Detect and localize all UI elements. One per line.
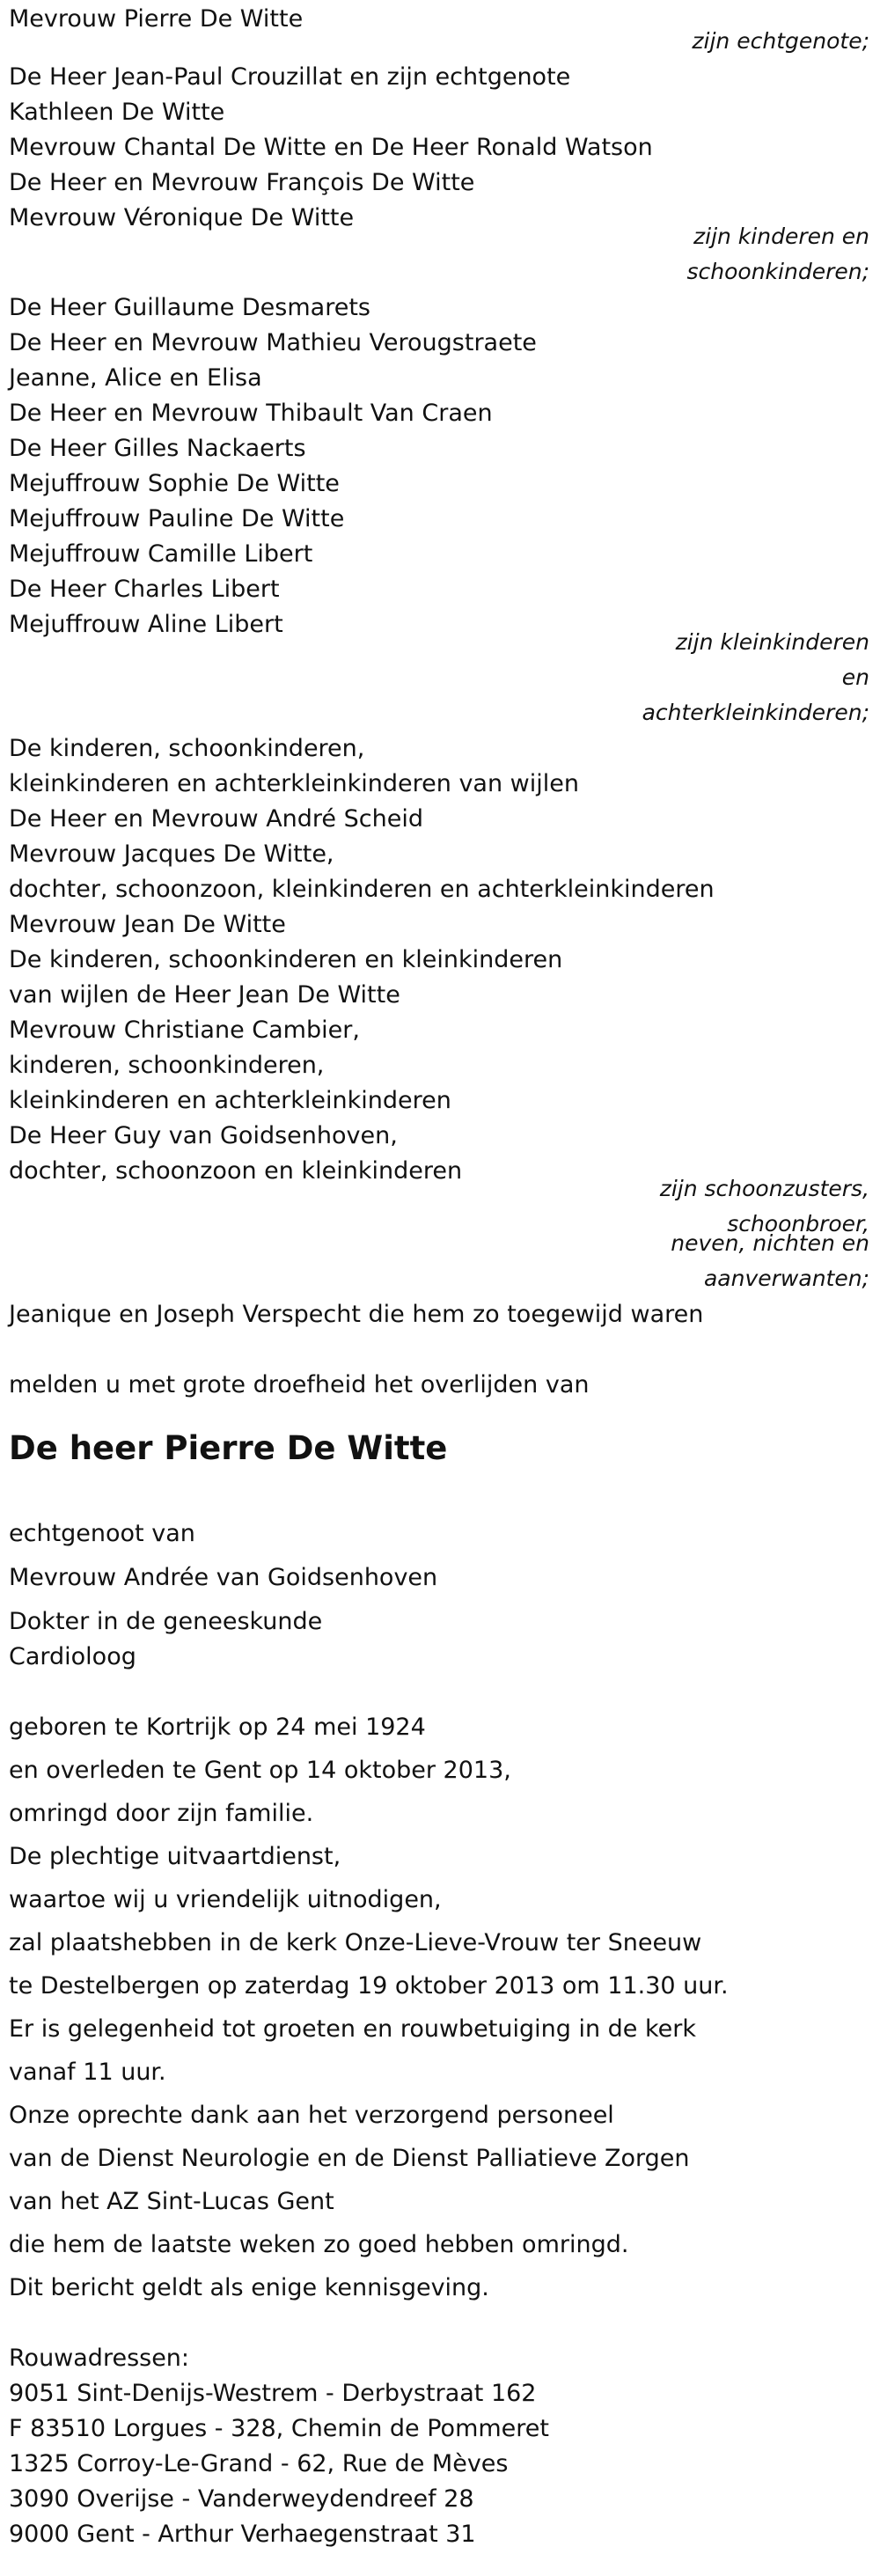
family-child: De Heer en Mevrouw François De Witte — [9, 169, 475, 196]
family-child: Kathleen De Witte — [9, 99, 225, 126]
family-grandchild: Mejuffrouw Pauline De Witte — [9, 505, 345, 532]
announcement: melden u met grote droefheid het overlijden van — [9, 1371, 590, 1398]
family-relative: De kinderen, schoonkinderen, — [9, 735, 365, 762]
children-role: schoonkinderen; — [686, 259, 869, 284]
grandchildren-role: en — [841, 664, 869, 690]
family-grandchild: Mejuffrouw Sophie De Witte — [9, 470, 340, 497]
address-line: 9000 Gent - Arthur Verhaegenstraat 31 — [9, 2521, 476, 2548]
family-relative: kleinkinderen en achterkleinkinderen — [9, 1087, 451, 1114]
family-child: De Heer Jean-Paul Crouzillat en zijn echtgenote — [9, 63, 571, 91]
family-child: Mevrouw Véronique De Witte — [9, 204, 355, 231]
detail-line: Er is gelegenheid tot groeten en rouwbetuiging in de kerk — [9, 2015, 697, 2043]
detail-line: die hem de laatste weken zo goed hebben omringd. — [9, 2231, 629, 2258]
relatives-role: zijn schoonzusters, — [659, 1176, 869, 1201]
detail-line: waartoe wij u vriendelijk uitnodigen, — [9, 1886, 442, 1913]
relatives-role: neven, nichten en — [671, 1230, 869, 1256]
address-line: 3090 Overijse - Vanderweydendreef 28 — [9, 2485, 474, 2513]
deceased-name: De heer Pierre De Witte — [9, 1429, 448, 1467]
family-grandchild: De Heer en Mevrouw Mathieu Verougstraete — [9, 329, 537, 356]
detail-line: te Destelbergen op zaterdag 19 oktober 2013 om 11.30 uur. — [9, 1972, 729, 2000]
family-relative: kinderen, schoonkinderen, — [9, 1052, 325, 1079]
addresses-label: Rouwadressen: — [9, 2345, 190, 2372]
family-relative: De Heer en Mevrouw André Scheid — [9, 805, 423, 833]
grandchildren-role: achterkleinkinderen; — [642, 700, 869, 725]
detail-line: van de Dienst Neurologie en de Dienst Palliatieve Zorgen — [9, 2145, 690, 2172]
detail-line: van het AZ Sint-Lucas Gent — [9, 2188, 334, 2215]
family-relative: Mevrouw Christiane Cambier, — [9, 1016, 360, 1044]
family-grandchild: De Heer Gilles Nackaerts — [9, 435, 306, 462]
deceased-profession: Cardioloog — [9, 1643, 136, 1670]
address-line: F 83510 Lorgues - 328, Chemin de Pommeret — [9, 2415, 549, 2442]
family-relative: van wijlen de Heer Jean De Witte — [9, 981, 400, 1009]
family-relative: De Heer Guy van Goidsenhoven, — [9, 1122, 398, 1149]
deceased-profession: Dokter in de geneeskunde — [9, 1608, 323, 1635]
relatives-role: schoonbroer, — [727, 1211, 869, 1237]
deceased-spouse-name: Mevrouw Andrée van Goidsenhoven — [9, 1564, 438, 1591]
family-grandchild: Mejuffrouw Aline Libert — [9, 611, 283, 638]
detail-line: omringd door zijn familie. — [9, 1800, 314, 1827]
family-grandchild: Jeanne, Alice en Elisa — [9, 364, 262, 392]
family-child: Mevrouw Chantal De Witte en De Heer Ronald Watson — [9, 134, 653, 161]
family-relative: Mevrouw Jacques De Witte, — [9, 840, 334, 868]
family-spouse: Mevrouw Pierre De Witte — [9, 5, 304, 33]
family-grandchild: De Heer Guillaume Desmarets — [9, 294, 370, 321]
family-relative: dochter, schoonzoon en kleinkinderen — [9, 1157, 463, 1185]
family-relative: kleinkinderen en achterkleinkinderen van wijlen — [9, 770, 579, 797]
address-line: 9051 Sint-Denijs-Westrem - Derbystraat 162 — [9, 2380, 537, 2407]
deceased-spouse-label: echtgenoot van — [9, 1520, 195, 1547]
spouse-role: zijn echtgenote; — [692, 28, 869, 54]
relatives-role: aanverwanten; — [703, 1266, 869, 1291]
detail-line: Onze oprechte dank aan het verzorgend personeel — [9, 2102, 614, 2129]
detail-line: Dit bericht geldt als enige kennisgeving. — [9, 2274, 489, 2301]
family-relative: Mevrouw Jean De Witte — [9, 911, 286, 938]
detail-line: vanaf 11 uur. — [9, 2059, 166, 2086]
address-line: 1325 Corroy-Le-Grand - 62, Rue de Mèves — [9, 2450, 509, 2477]
children-role: zijn kinderen en — [693, 224, 869, 249]
family-relative: De kinderen, schoonkinderen en kleinkinderen — [9, 946, 563, 973]
family-relative: dochter, schoonzoon, kleinkinderen en achterkleinkinderen — [9, 876, 715, 903]
family-grandchild: De Heer Charles Libert — [9, 576, 280, 603]
family-grandchild: Mejuffrouw Camille Libert — [9, 540, 313, 568]
detail-line: geboren te Kortrijk op 24 mei 1924 — [9, 1714, 426, 1741]
family-carers: Jeanique en Joseph Verspecht die hem zo toegewijd waren — [9, 1301, 704, 1328]
family-grandchild: De Heer en Mevrouw Thibault Van Craen — [9, 400, 493, 427]
detail-line: zal plaatshebben in de kerk Onze-Lieve-Vrouw ter Sneeuw — [9, 1929, 702, 1956]
detail-line: en overleden te Gent op 14 oktober 2013, — [9, 1757, 511, 1784]
grandchildren-role: zijn kleinkinderen — [675, 629, 869, 655]
detail-line: De plechtige uitvaartdienst, — [9, 1843, 341, 1870]
